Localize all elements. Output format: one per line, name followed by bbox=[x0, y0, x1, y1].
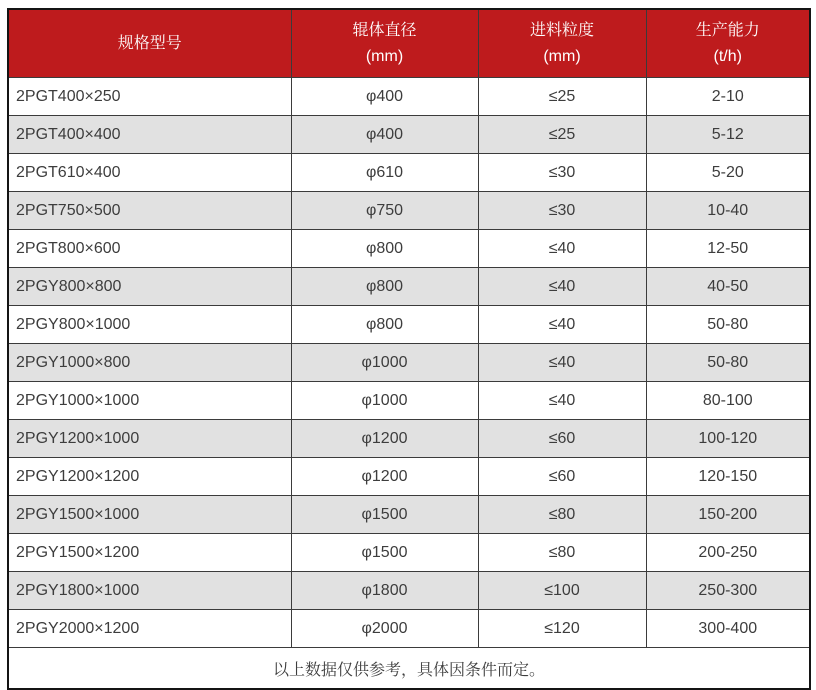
cell-feed-size: ≤100 bbox=[478, 572, 646, 610]
cell-diameter: φ800 bbox=[291, 268, 478, 306]
cell-diameter: φ800 bbox=[291, 230, 478, 268]
cell-model: 2PGY1500×1200 bbox=[8, 534, 291, 572]
cell-capacity: 250-300 bbox=[646, 572, 810, 610]
header-row bbox=[8, 9, 810, 78]
header-cell-capacity bbox=[646, 9, 810, 78]
cell-diameter: φ2000 bbox=[291, 610, 478, 648]
cell-diameter: φ1000 bbox=[291, 382, 478, 420]
cell-feed-size: ≤30 bbox=[478, 192, 646, 230]
header-label-capacity: 生产能力 bbox=[695, 21, 760, 39]
table-row bbox=[8, 382, 810, 420]
cell-capacity: 120-150 bbox=[646, 458, 810, 496]
cell-diameter: φ1800 bbox=[291, 572, 478, 610]
cell-diameter: φ750 bbox=[291, 192, 478, 230]
cell-feed-size: ≤60 bbox=[478, 420, 646, 458]
header-cell-feed-size bbox=[478, 9, 646, 78]
table-row bbox=[8, 496, 810, 534]
cell-diameter: φ800 bbox=[291, 306, 478, 344]
table-row bbox=[8, 610, 810, 648]
cell-diameter: φ1000 bbox=[291, 344, 478, 382]
cell-model: 2PGT750×500 bbox=[8, 192, 291, 230]
header-unit-capacity: (t/h) bbox=[713, 47, 742, 65]
cell-feed-size: ≤80 bbox=[478, 496, 646, 534]
cell-diameter: φ1200 bbox=[291, 458, 478, 496]
cell-capacity: 80-100 bbox=[646, 382, 810, 420]
cell-model: 2PGY2000×1200 bbox=[8, 610, 291, 648]
cell-capacity: 40-50 bbox=[646, 268, 810, 306]
table-row bbox=[8, 78, 810, 116]
cell-capacity: 50-80 bbox=[646, 344, 810, 382]
cell-model: 2PGY800×1000 bbox=[8, 306, 291, 344]
cell-diameter: φ400 bbox=[291, 78, 478, 116]
cell-diameter: φ610 bbox=[291, 154, 478, 192]
cell-diameter: φ400 bbox=[291, 116, 478, 154]
cell-model: 2PGY800×800 bbox=[8, 268, 291, 306]
cell-capacity: 5-20 bbox=[646, 154, 810, 192]
table-row bbox=[8, 344, 810, 382]
footer-row bbox=[8, 648, 810, 690]
cell-feed-size: ≤80 bbox=[478, 534, 646, 572]
cell-capacity: 10-40 bbox=[646, 192, 810, 230]
cell-model: 2PGY1800×1000 bbox=[8, 572, 291, 610]
cell-model: 2PGY1000×1000 bbox=[8, 382, 291, 420]
header-label-diameter: 辊体直径 bbox=[352, 21, 417, 39]
header-unit-feed-size: (mm) bbox=[543, 47, 581, 65]
cell-capacity: 200-250 bbox=[646, 534, 810, 572]
header-label-model: 规格型号 bbox=[117, 34, 182, 52]
cell-model: 2PGT400×250 bbox=[8, 78, 291, 116]
spec-table-container bbox=[7, 8, 811, 690]
table-body bbox=[8, 78, 810, 648]
cell-feed-size: ≤60 bbox=[478, 458, 646, 496]
cell-capacity: 300-400 bbox=[646, 610, 810, 648]
cell-model: 2PGY1500×1000 bbox=[8, 496, 291, 534]
cell-capacity: 5-12 bbox=[646, 116, 810, 154]
cell-feed-size: ≤40 bbox=[478, 344, 646, 382]
table-row bbox=[8, 116, 810, 154]
cell-capacity: 100-120 bbox=[646, 420, 810, 458]
cell-model: 2PGY1200×1200 bbox=[8, 458, 291, 496]
cell-diameter: φ1200 bbox=[291, 420, 478, 458]
cell-model: 2PGY1200×1000 bbox=[8, 420, 291, 458]
table-row bbox=[8, 420, 810, 458]
cell-diameter: φ1500 bbox=[291, 534, 478, 572]
table-row bbox=[8, 154, 810, 192]
footer-note: 以上数据仅供参考，具体因条件而定。 bbox=[8, 648, 810, 690]
header-cell-model bbox=[8, 9, 291, 78]
cell-capacity: 2-10 bbox=[646, 78, 810, 116]
table-header bbox=[8, 9, 810, 78]
table-row bbox=[8, 268, 810, 306]
table-row bbox=[8, 192, 810, 230]
cell-capacity: 150-200 bbox=[646, 496, 810, 534]
cell-feed-size: ≤40 bbox=[478, 306, 646, 344]
header-label-feed-size: 进料粒度 bbox=[529, 21, 594, 39]
table-row bbox=[8, 534, 810, 572]
table-footer bbox=[8, 648, 810, 690]
cell-diameter: φ1500 bbox=[291, 496, 478, 534]
header-unit-diameter: (mm) bbox=[365, 47, 404, 65]
table-row bbox=[8, 230, 810, 268]
table-row bbox=[8, 572, 810, 610]
cell-feed-size: ≤40 bbox=[478, 268, 646, 306]
spec-table bbox=[7, 8, 811, 690]
header-cell-diameter bbox=[291, 9, 478, 78]
cell-feed-size: ≤25 bbox=[478, 116, 646, 154]
cell-model: 2PGT610×400 bbox=[8, 154, 291, 192]
cell-capacity: 12-50 bbox=[646, 230, 810, 268]
cell-model: 2PGT400×400 bbox=[8, 116, 291, 154]
cell-feed-size: ≤120 bbox=[478, 610, 646, 648]
cell-model: 2PGY1000×800 bbox=[8, 344, 291, 382]
table-row bbox=[8, 306, 810, 344]
table-row bbox=[8, 458, 810, 496]
cell-feed-size: ≤40 bbox=[478, 230, 646, 268]
cell-capacity: 50-80 bbox=[646, 306, 810, 344]
cell-feed-size: ≤40 bbox=[478, 382, 646, 420]
cell-feed-size: ≤25 bbox=[478, 78, 646, 116]
cell-feed-size: ≤30 bbox=[478, 154, 646, 192]
cell-model: 2PGT800×600 bbox=[8, 230, 291, 268]
